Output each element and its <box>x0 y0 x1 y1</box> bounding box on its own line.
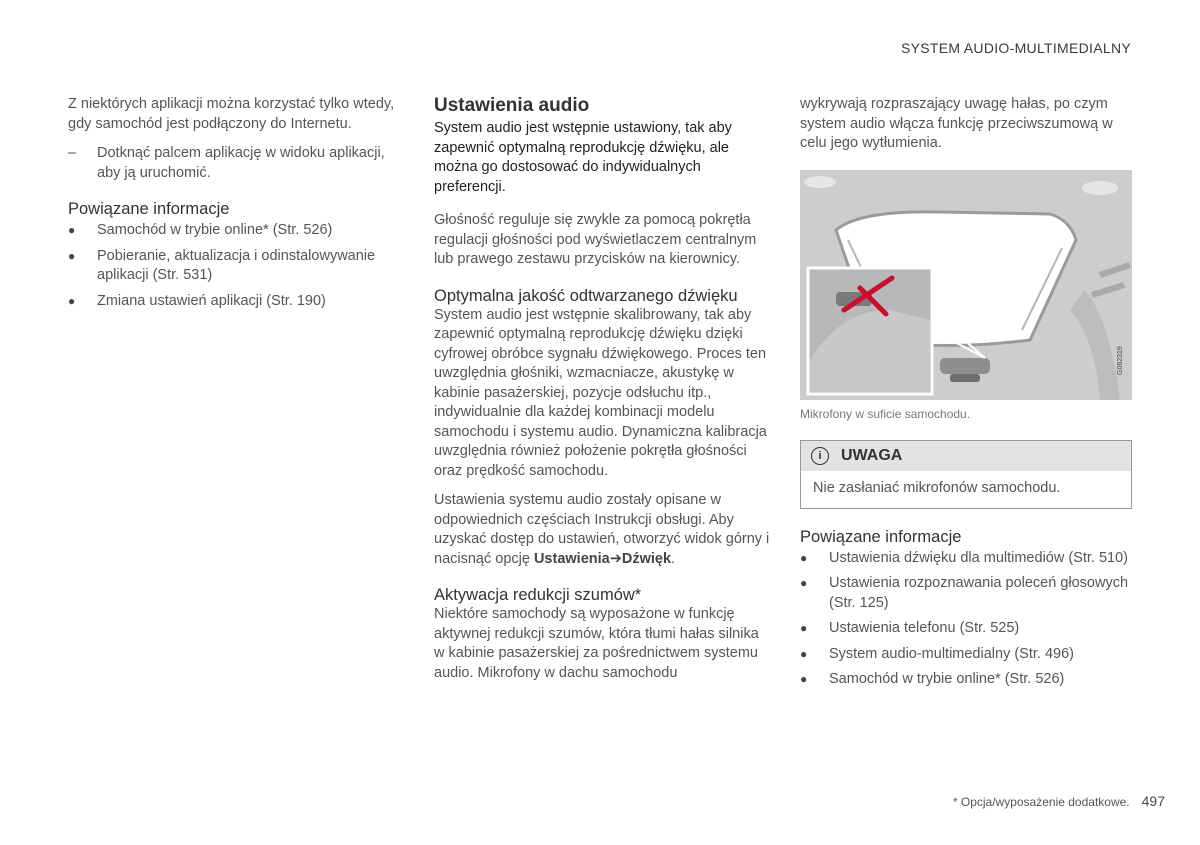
settings-text-end: . <box>671 550 676 567</box>
bullet-icon: ● <box>800 621 808 635</box>
related-link[interactable] <box>800 670 1132 690</box>
related-link-text: Zmiana ustawień aplikacji (Str. 190) <box>97 292 326 309</box>
intro-text: Z niektórych aplikacji można korzystać tylko wtedy, gdy samochód jest podłączony do Internetu. <box>68 96 395 132</box>
settings-text <box>434 491 770 569</box>
noise-heading: Aktywacja redukcji szumów* <box>434 586 642 604</box>
page-footer <box>953 793 1165 809</box>
page-number: 497 <box>1141 793 1165 809</box>
section-title: Ustawienia audio <box>434 95 590 116</box>
info-icon: i <box>811 447 829 465</box>
related-link-text: Ustawienia dźwięku dla multimediów (Str. 510) <box>829 549 1128 566</box>
quality-text: System audio jest wstępnie skalibrowany, tak aby zapewnić optymalną reprodukcję dźwięku dzięki cyfrowej obróbce sygnału dźwiękowego. Proces ten uwzględnia głośniki, wzmacniacze, akustykę w kabinie pasażerskiej, pozycje odsłuchu itp., indywidualnie dla każdej kombinacji modelu samochodu i systemu audio. Dynamiczna kalibracja uwzględnia również położenie pokrętła głośności oraz prędkość samochodu. <box>434 306 767 479</box>
dash-marker: – <box>68 145 77 161</box>
noise-text: Niektóre samochody są wyposażone w funkcję aktywnej redukcji szumów, która tłumi hałas silnika w kabinie pasażerskiej za pośrednictwem systemu audio. Mikrofony w dachu samochodu <box>434 606 759 681</box>
related-heading: Powiązane informacje <box>68 200 230 218</box>
menu-path-settings: Ustawienia <box>533 550 610 567</box>
ceiling-microphone-figure <box>800 170 1132 400</box>
figure-code: G062319 <box>1117 345 1124 375</box>
noise-text-continued: wykrywają rozpraszający uwagę hałas, po czym system audio włącza funkcję przeciwszumową w celu jego wytłumienia. <box>800 96 1113 151</box>
volume-text: Głośność reguluje się zwykle za pomocą pokrętła regulacji głośności pod wyświetlaczem centralnym lub prawego zestawu przycisków na kierownicy. <box>434 212 757 267</box>
related-link[interactable] <box>800 549 1132 569</box>
note-box <box>800 440 1132 509</box>
related-link-text: System audio-multimedialny (Str. 496) <box>829 645 1074 662</box>
bullet-icon: ● <box>800 576 808 590</box>
running-header: SYSTEM AUDIO-MULTIMEDIALNY <box>900 40 1131 56</box>
note-header <box>801 441 1131 471</box>
related-link-text: Ustawienia telefonu (Str. 525) <box>829 620 1020 636</box>
related-link-text: Pobieranie, aktualizacja i odinstalowywanie aplikacji (Str. 531) <box>97 247 376 283</box>
related-list <box>800 549 1132 690</box>
related-link-text: Samochód w trybie online* (Str. 526) <box>97 222 333 238</box>
bullet-icon: ● <box>800 646 808 661</box>
column-1 <box>68 95 398 317</box>
column-2 <box>434 95 770 693</box>
related-link[interactable] <box>68 221 398 241</box>
related-heading: Powiązane informacje <box>800 527 962 546</box>
menu-path-sound: Dźwięk <box>621 550 672 567</box>
figure-caption: Mikrofony w suficie samochodu. <box>800 406 971 421</box>
step-item <box>68 144 398 183</box>
note-text: Nie zasłaniać mikrofonów samochodu. <box>813 479 1061 496</box>
step-text: Dotknąć palcem aplikację w widoku aplikacji, aby ją uruchomić. <box>97 145 385 181</box>
related-link-text: Ustawienia rozpoznawania poleceń głosowych (Str. 125) <box>829 575 1129 611</box>
bullet-icon: ● <box>800 672 808 686</box>
bullet-icon: ● <box>68 248 76 263</box>
related-list <box>68 221 398 311</box>
related-link[interactable] <box>800 574 1132 613</box>
related-link[interactable] <box>800 619 1132 639</box>
related-link[interactable] <box>800 645 1132 665</box>
column-3 <box>800 95 1132 696</box>
footnote: * Opcja/wyposażenie dodatkowe. <box>952 795 1130 809</box>
related-link-text: Samochód w trybie online* (Str. 526) <box>829 671 1065 687</box>
note-title: UWAGA <box>841 446 903 464</box>
ceiling-illustration <box>800 170 1132 400</box>
bullet-icon: ● <box>68 223 76 237</box>
related-link[interactable] <box>68 292 398 312</box>
lead-text: System audio jest wstępnie ustawiony, tak aby zapewnić optymalną reprodukcję dźwięku, ale można go dostosować do indywidualnych preferencji. <box>434 120 732 195</box>
bullet-icon: ● <box>800 550 808 565</box>
quality-heading: Optymalna jakość odtwarzanego dźwięku <box>434 286 738 305</box>
bullet-icon: ● <box>68 293 76 308</box>
arrow-right-icon: ➔ <box>609 550 622 567</box>
settings-text-body: Ustawienia systemu audio zostały opisane w odpowiednich częściach Instrukcji obsługi. Aby uzyskać dostęp do ustawień, otworzyć widok górny i nacisnąć opcję <box>434 492 770 567</box>
related-link[interactable] <box>68 247 398 286</box>
